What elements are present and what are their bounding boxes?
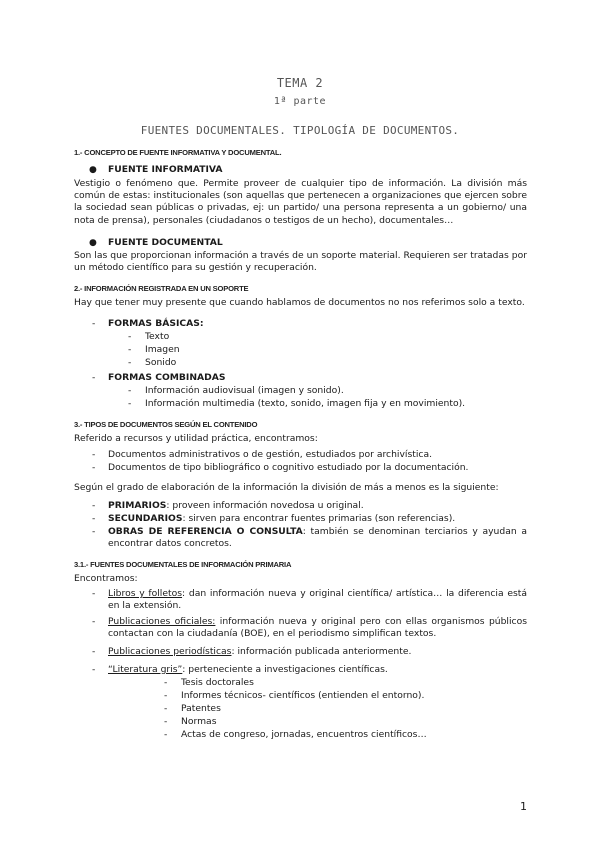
periodicas-text: : información publicada anteriormente.	[231, 646, 412, 657]
dash-icon: -	[92, 526, 96, 537]
periodicas-item	[108, 646, 411, 658]
gris-text: : perteneciente a investigaciones científicas.	[182, 664, 388, 675]
list-item: Información audiovisual (imagen y sonido).	[145, 385, 344, 396]
secundarios-item	[108, 513, 455, 525]
formas-combinadas-title: FORMAS COMBINADAS	[108, 372, 226, 383]
dash-icon: -	[128, 357, 132, 368]
dash-icon: -	[92, 462, 96, 473]
dash-icon: -	[92, 646, 96, 657]
section-3-1-heading: 3.1.- FUENTES DOCUMENTALES DE INFORMACIÓN PRIMARIA	[74, 560, 292, 569]
list-item: Actas de congreso, jornadas, encuentros científicos…	[181, 729, 427, 740]
list-item: Documentos administrativos o de gestión, estudiados por archivística.	[108, 449, 432, 460]
dash-icon: -	[128, 331, 132, 342]
section-3-heading: 3.- TIPOS DE DOCUMENTOS SEGÚN EL CONTENIDO	[74, 420, 258, 429]
dash-icon: -	[164, 677, 168, 688]
gris-label: “Literatura gris”	[108, 664, 183, 675]
section-2-intro: Hay que tener muy presente que cuando hablamos de documentos no nos referimos solo a texto.	[74, 297, 525, 308]
dash-icon: -	[92, 500, 96, 511]
gris-item	[108, 664, 388, 676]
dash-icon: -	[92, 588, 96, 599]
obras-item	[108, 526, 527, 550]
oficiales-item	[108, 616, 527, 640]
list-item: Tesis doctorales	[181, 677, 254, 688]
obras-text: : también se denominan terciarios y ayudan a encontrar datos concretos.	[108, 526, 527, 550]
doc-part: 1ª parte	[273, 96, 327, 107]
dash-icon: -	[92, 616, 96, 627]
dash-icon: -	[128, 385, 132, 396]
fuente-informativa-title: FUENTE INFORMATIVA	[108, 164, 223, 175]
dash-icon: -	[128, 344, 132, 355]
dash-icon: -	[164, 690, 168, 701]
obras-label: OBRAS DE REFERENCIA O CONSULTA	[108, 526, 303, 537]
fuente-documental-text: Son las que proporcionan información a través de un soporte material. Requieren ser tratadas por un método científico para su gestión y recuperación.	[74, 250, 527, 274]
fuente-informativa-text: Vestigio o fenómeno que. Permite proveer de cualquier tipo de información. La división más común de estas: institucionales (son aquellas que pertenecen a organizaciones que ejercen sobre la sociedad sean públicas o privadas, ej: un partido/ una persona representa a un gobierno/ una nota de prensa), personales (ciudadanos o testigos de un hecho), documentales…	[74, 178, 527, 226]
list-item: Patentes	[181, 703, 221, 714]
dash-icon: -	[164, 729, 168, 740]
libros-item	[108, 588, 527, 612]
libros-label: Libros y folletos	[108, 588, 183, 599]
primarios-item	[108, 500, 364, 512]
primarios-text: : proveen información novedosa u original.	[166, 500, 364, 511]
dash-icon: -	[92, 318, 96, 329]
page-number: 1	[520, 800, 527, 813]
dash-icon: -	[92, 513, 96, 524]
oficiales-text: información nueva y original pero con ellas organismos públicos contactan con la ciudadanía (BOE), en el periodismo simplifican textos.	[108, 616, 527, 640]
doc-subtitle: FUENTES DOCUMENTALES. TIPOLOGÍA DE DOCUMENTOS.	[140, 124, 460, 137]
primarios-label: PRIMARIOS	[108, 500, 167, 511]
fuente-documental-title: FUENTE DOCUMENTAL	[108, 237, 223, 248]
list-item: Texto	[145, 331, 170, 342]
list-item: Documentos de tipo bibliográfico o cognitivo estudiado por la documentación.	[108, 462, 469, 473]
section-2-heading: 2.- INFORMACIÓN REGISTRADA EN UN SOPORTE	[74, 284, 249, 293]
doc-title: TEMA 2	[276, 76, 324, 90]
formas-basicas-title: FORMAS BÁSICAS:	[108, 318, 204, 329]
list-item: Información multimedia (texto, sonido, imagen fija y en movimiento).	[145, 398, 466, 409]
secundarios-label: SECUNDARIOS	[108, 513, 183, 524]
dash-icon: -	[92, 664, 96, 675]
list-item: Sonido	[145, 357, 177, 368]
section-3-1-intro: Encontramos:	[74, 573, 138, 584]
bullet-icon: ●	[89, 238, 97, 248]
list-item: Normas	[181, 716, 217, 727]
libros-text: : dan información nueva y original científica/ artística… la diferencia está en la extensión.	[108, 588, 527, 612]
secundarios-text: : sirven para encontrar fuentes primarias (son referencias).	[182, 513, 456, 524]
list-item: Informes técnicos- científicos (entienden el entorno).	[181, 690, 425, 701]
dash-icon: -	[164, 703, 168, 714]
periodicas-label: Publicaciones periodísticas	[108, 646, 232, 657]
bullet-icon: ●	[89, 165, 97, 175]
dash-icon: -	[92, 449, 96, 460]
list-item: Imagen	[145, 344, 180, 355]
section-3-intro: Referido a recursos y utilidad práctica, encontramos:	[74, 433, 318, 444]
dash-icon: -	[164, 716, 168, 727]
section-1-heading: 1.- CONCEPTO DE FUENTE INFORMATIVA Y DOCUMENTAL.	[74, 148, 282, 157]
dash-icon: -	[92, 372, 96, 383]
grado-text: Según el grado de elaboración de la información la división de más a menos es la siguiente:	[74, 482, 499, 493]
dash-icon: -	[128, 398, 132, 409]
oficiales-label: Publicaciones oficiales:	[108, 616, 216, 627]
